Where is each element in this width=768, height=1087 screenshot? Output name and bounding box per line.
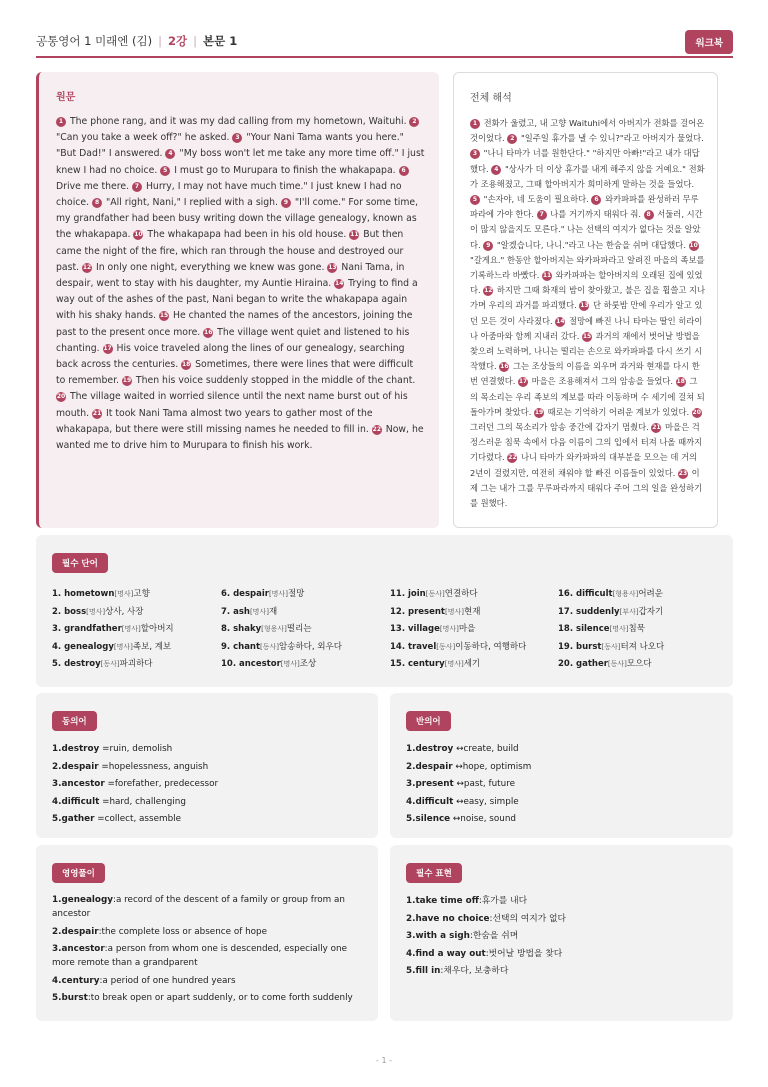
- sentence-number-badge: 9: [483, 241, 493, 251]
- vocab-item: [558, 586, 723, 604]
- vocab-item: [52, 604, 217, 622]
- sentence-number-badge: 4: [491, 165, 501, 175]
- vocab-word: 10. ancestor: [221, 659, 281, 669]
- definitions-card: [36, 845, 378, 1021]
- vocab-meaning: 떨리는: [286, 624, 312, 634]
- expression-item: [406, 893, 721, 911]
- sentence-number-badge: 17: [103, 344, 112, 352]
- sentence-text: 하지만 그때 화재의 밤이 찾아왔고, 불은 집을 휩쓸고 지나가며 우리의 과거를 파괴했다.: [470, 285, 706, 311]
- expression-item-word: 3.with a sigh: [406, 931, 470, 942]
- expression-item-text: :선택의 여지가 없다: [489, 913, 567, 924]
- vocab-word: 9. chant: [221, 641, 261, 652]
- sentence-text: In only one night, everything we knew was gone.: [93, 261, 328, 273]
- antonym-item: [406, 759, 721, 777]
- vocab-meaning: 할아버지: [140, 624, 174, 634]
- vocab-meaning: 세기: [463, 659, 481, 669]
- sentence-text: The village went quiet and listened to his chanting.: [56, 326, 410, 354]
- sentence-text: 마을은 걱정스러운 침묵 속에서 다음 이름이 그의 입에서 터져 나올 때까지 기다렸다.: [470, 422, 703, 463]
- sentence-number-badge: 12: [484, 287, 493, 295]
- vocab-item: [52, 586, 217, 604]
- synonym-item-word: 4.difficult: [52, 796, 100, 807]
- sentence-number-badge: 6: [591, 195, 601, 205]
- sentence-number-badge: 14: [556, 317, 565, 325]
- sentence-text: 단 하룻밤 만에 우리가 알고 있던 모든 것이 사라졌다.: [470, 300, 703, 326]
- vocab-item: [221, 586, 386, 604]
- vocab-word: 16. difficult: [558, 589, 613, 599]
- vocab-pos: [명사]: [445, 607, 464, 616]
- sentence-text: The village waited in worried silence until the next name burst out of his mouth.: [56, 391, 408, 419]
- antonym-item-word: 2.despair: [406, 761, 453, 772]
- sentence-number-badge: 19: [122, 377, 132, 385]
- synonym-item: [52, 794, 366, 812]
- sentence-number-badge: 18: [676, 378, 685, 386]
- sentence-text: 때로는 기억하기 어려운 계보가 있었다.: [545, 406, 692, 417]
- sentence-number-badge: 1: [56, 117, 66, 127]
- vocab-pos: [명사]: [114, 590, 134, 598]
- synonyms-list: [52, 741, 366, 829]
- sentence-number-badge: 13: [328, 263, 337, 271]
- vocab-pos: [동사]: [607, 660, 627, 668]
- vocab-meaning: 조상: [299, 659, 317, 669]
- vocab-item: [221, 621, 386, 639]
- synonym-item-word: 1.destroy: [52, 744, 100, 754]
- vocab-meaning: 갑자기: [638, 606, 664, 617]
- vocab-word: 15. century: [390, 659, 445, 669]
- definition-item: [52, 991, 366, 1005]
- sentence-number-badge: 10: [134, 231, 143, 239]
- definition-item: [52, 925, 366, 939]
- vocab-column: [558, 586, 723, 674]
- sentence-number-badge: 17: [518, 378, 528, 386]
- expression-item-text: :벗어날 방법을 찾다: [485, 948, 563, 959]
- sentence-text: "I'll come." For some time, my grandfather had been busy writing down the village genealogy, known as the whakapapa.: [56, 197, 419, 241]
- sentence-text: It took Nani Tama almost two years to gather most of the whakapapa, but there were still missing names he needed to fill in.: [56, 407, 373, 435]
- expression-item-text: :휴가를 내다: [478, 896, 528, 906]
- definition-item-word: 2.despair: [52, 926, 99, 937]
- sentence-text: "나니 타마가 너를 원한단다." "하지만 아빠!"라고 내가 대답했다.: [470, 148, 700, 174]
- sentence-number-badge: 13: [580, 302, 589, 310]
- vocab-meaning: 족보, 계보: [132, 641, 172, 652]
- sentence-text: 절망에 빠진 나니 타마는 딸인 히라이나 아줌마와 함께 지내러 갔다.: [470, 315, 703, 341]
- vocab-pos: [명사]: [113, 642, 133, 651]
- sentence-number-badge: 15: [582, 332, 592, 340]
- synonym-item-text: =ruin, demolish: [99, 744, 173, 754]
- vocab-pos: [명사]: [280, 660, 300, 668]
- sentence-text: 그러던 그의 목소리가 암송 중간에 갑자기 멈췄다.: [470, 422, 652, 433]
- sentence-text: "All right, Nani," I replied with a sigh.: [103, 197, 281, 209]
- vocab-meaning: 마을: [458, 624, 476, 634]
- sentence-number-badge: 22: [372, 425, 381, 433]
- definition-item: [52, 974, 366, 988]
- definition-item: [52, 942, 366, 970]
- antonym-item-word: 3.present: [406, 779, 454, 790]
- vocab-pos: [명사]: [121, 625, 141, 633]
- vocab-meaning: 절망: [287, 589, 305, 599]
- sentence-number-badge: 16: [204, 328, 213, 336]
- vocab-pos: [명사]: [609, 625, 629, 633]
- antonym-item-word: 4.difficult: [406, 796, 454, 807]
- expression-item-text: :채우다, 보충하다: [440, 966, 509, 977]
- synonyms-title: 동의어: [52, 711, 97, 731]
- sentence-text: "일주일 휴가를 낼 수 있니?"라고 아버지가 물었다.: [518, 133, 704, 144]
- expressions-list: [406, 893, 721, 981]
- sentence-text: Then his voice suddenly stopped in the middle of the chant.: [132, 375, 416, 387]
- sentence-number-badge: 3: [232, 133, 242, 143]
- sentence-text: "상사가 더 이상 휴가를 내게 해주지 않을 거예요." 전화가 조용해졌고, 그때 할아버지가 희미하게 말하는 것을 들었다.: [470, 163, 705, 189]
- vocab-pos: [명사]: [86, 607, 106, 616]
- vocab-item: [221, 604, 386, 622]
- sentence-number-badge: 10: [689, 241, 698, 249]
- sentence-number-badge: 15: [159, 312, 169, 320]
- expression-item: [406, 946, 721, 964]
- sentence-number-badge: 20: [692, 408, 701, 416]
- vocab-meaning: 침묵: [628, 624, 645, 634]
- sentence-text: 서둘러, 시간이 많지 않을지도 모른다." 나는 선택의 여지가 없다는 것을 알았다.: [470, 209, 703, 250]
- sentence-number-badge: 6: [399, 166, 409, 176]
- antonym-item: [406, 741, 721, 759]
- sentence-number-badge: 3: [470, 149, 480, 159]
- sentence-number-badge: 23: [678, 469, 688, 477]
- sentence-number-badge: 20: [56, 393, 66, 401]
- section-label: 본문 1: [203, 34, 238, 48]
- antonym-item-text: ↔past, future: [453, 779, 516, 790]
- sentence-text: Trying to find a way out of the ashes of the past, Nani began to write the whakapapa again with his shaky hands.: [56, 278, 418, 322]
- sentence-number-badge: 11: [542, 272, 552, 280]
- vocab-word: 3. grandfather: [52, 624, 122, 634]
- synonym-item: [52, 759, 366, 777]
- original-title: 원문: [56, 92, 76, 103]
- vocab-word: 12. present: [390, 606, 445, 617]
- definition-item-text: :a period of one hundred years: [99, 975, 236, 986]
- definition-item-word: 5.burst: [52, 993, 88, 1004]
- vocab-meaning: 모으다: [626, 659, 652, 669]
- antonym-item-text: ↔noise, sound: [450, 814, 516, 825]
- vocab-item: [390, 656, 555, 674]
- sentence-text: 나니 타마가 와카파파의 대부분을 모으는 데 거의 2년이 걸렸지만, 여전히 채워야 할 빠진 이름들이 있었다.: [470, 452, 698, 478]
- expression-item-text: :한숨을 쉬며: [469, 931, 519, 942]
- antonym-item-word: 1.destroy: [406, 744, 454, 754]
- sentence-number-badge: 8: [92, 198, 102, 208]
- vocab-item: [52, 656, 217, 674]
- workbook-button[interactable]: 워크북: [685, 30, 733, 54]
- synonym-item-word: 5.gather: [52, 814, 95, 825]
- sentence-text: Nani Tama, in despair, went to stay with his daughter, my Auntie Hiraina.: [56, 261, 405, 290]
- synonym-item: [52, 741, 366, 759]
- sentence-text: 이제 그는 내가 그를 무루파라까지 태워다 주어 그의 일을 완성하기를 원했다.: [470, 467, 703, 509]
- vocab-word: 11. join: [390, 589, 426, 599]
- sentence-text: 전화가 울렸고, 내 고향 Waituhi에서 아버지가 전화를 걸어온 것이었다.: [470, 118, 705, 144]
- sentence-text: 와카파파를 완성하러 무루파라에 가야 한다.: [470, 194, 699, 220]
- synonyms-card: [36, 693, 378, 838]
- vocab-word: 5. destroy: [52, 659, 101, 669]
- expressions-title: 필수 표현: [406, 863, 462, 883]
- vocab-pos: [부사]: [619, 607, 639, 616]
- sentence-number-badge: 2: [507, 134, 517, 144]
- sentence-number-badge: 11: [350, 231, 359, 239]
- vocab-word: 20. gather: [558, 659, 608, 669]
- header-separator: |: [193, 34, 198, 48]
- sentence-number-badge: 21: [92, 409, 102, 417]
- expression-item: [406, 911, 721, 929]
- vocab-title: 필수 단어: [52, 553, 108, 573]
- sentence-number-badge: 19: [534, 408, 544, 416]
- sentence-number-badge: 12: [82, 263, 92, 271]
- vocab-meaning: 암송하다, 외우다: [279, 641, 342, 652]
- expression-item-word: 1.take time off: [406, 896, 479, 906]
- vocab-item: [52, 621, 217, 639]
- vocab-meaning: 재: [268, 606, 278, 617]
- translation-panel: [453, 72, 718, 528]
- synonym-item-word: 2.despair: [52, 761, 99, 772]
- definition-item: [52, 893, 366, 921]
- sentence-text: 마을은 조용해져서 그의 암송을 들었다.: [529, 376, 676, 387]
- sentence-text: His voice traveled along the lines of our genealogy, searching back across the centuries.: [56, 342, 405, 371]
- antonym-item-text: ↔hope, optimism: [452, 761, 532, 772]
- sentence-text: The phone rang, and it was my dad calling from my hometown, Waituhi.: [67, 116, 410, 127]
- vocab-word: 6. despair: [221, 589, 269, 599]
- sentence-number-badge: 9: [281, 198, 291, 208]
- lesson-label: 2강: [168, 34, 188, 48]
- synonym-item-text: =collect, assemble: [94, 814, 182, 825]
- sentence-text: "손자야, 네 도움이 필요하다.: [481, 194, 592, 205]
- sentence-number-badge: 7: [132, 182, 142, 192]
- synonym-item-text: =hopelessness, anguish: [98, 761, 209, 772]
- sentence-text: The whakapapa had been in his old house.: [144, 229, 350, 241]
- sentence-number-badge: 7: [537, 210, 547, 220]
- sentence-number-badge: 16: [500, 363, 509, 371]
- definitions-title: 영영풀이: [52, 863, 105, 883]
- sentence-text: I must go to Murupara to finish the whakapapa.: [171, 164, 399, 176]
- vocab-word: 4. genealogy: [52, 641, 114, 652]
- antonyms-list: [406, 741, 721, 829]
- vocab-meaning: 파괴하다: [119, 659, 153, 669]
- vocab-pos: [형용사]: [261, 625, 287, 633]
- vocab-pos: [동사]: [425, 590, 445, 598]
- expressions-card: [390, 845, 733, 1021]
- antonym-item-text: ↔easy, simple: [453, 796, 519, 807]
- vocab-item: [390, 586, 555, 604]
- expression-item-word: 5.fill in: [406, 966, 441, 977]
- sentence-number-badge: 1: [470, 119, 480, 129]
- definition-item-text: :a record of the descent of a family or group from an ancestor: [52, 895, 345, 919]
- definition-item-word: 3.ancestor: [52, 944, 105, 955]
- vocab-pos: [명사]: [268, 590, 288, 598]
- vocab-column: [221, 586, 386, 674]
- vocab-item: [558, 604, 723, 622]
- sentence-text: "갈게요." 한동안 할아버지는 와카파파라고 알려진 마을의 족보를 기록하느라 바빴다.: [470, 254, 705, 281]
- expression-item-word: 2.have no choice: [406, 913, 490, 924]
- expression-item: [406, 963, 721, 981]
- vocab-item: [558, 639, 723, 657]
- book-title: 공통영어 1 미래엔 (김): [36, 34, 153, 48]
- vocab-word: 14. travel: [390, 641, 437, 652]
- vocab-column: [52, 586, 217, 674]
- sentence-text: Drive me there.: [56, 180, 132, 192]
- definition-item-word: 1.genealogy: [52, 895, 113, 905]
- sentence-text: Now, he wanted me to drive him to Murupara to finish his work.: [56, 423, 424, 452]
- vocab-item: [390, 621, 555, 639]
- sentence-number-badge: 2: [409, 117, 419, 127]
- vocab-item: [390, 604, 555, 622]
- original-text-panel: [36, 72, 439, 528]
- vocab-pos: [명사]: [444, 660, 464, 668]
- vocab-meaning: 고향: [133, 589, 150, 599]
- vocab-pos: [동사]: [260, 642, 280, 651]
- sentence-text: Sometimes, there were lines that were difficult to remember.: [56, 359, 414, 387]
- vocab-meaning: 이동하다, 여행하다: [455, 641, 527, 652]
- header-separator: |: [158, 34, 163, 48]
- sentence-number-badge: 5: [160, 166, 170, 176]
- header-divider: [36, 56, 733, 58]
- definition-item-text: :a person from whom one is descended, especially one more remote than a grandparent: [52, 944, 348, 969]
- definition-item-text: :to break open or apart suddenly, or to come forth suddenly: [87, 993, 353, 1004]
- sentence-text: "알겠습니다, 나니."라고 나는 한숨을 쉬며 대답했다.: [494, 239, 689, 250]
- definition-item-word: 4.century: [52, 975, 100, 986]
- antonyms-card: [390, 693, 733, 838]
- vocab-word: 18. silence: [558, 624, 610, 634]
- vocab-item: [221, 656, 386, 674]
- vocab-word: 19. burst: [558, 641, 602, 652]
- sentence-number-badge: 5: [470, 195, 480, 205]
- sentence-text: Hurry, I may not have much time." I just knew I had no choice.: [56, 180, 402, 209]
- vocab-pos: [동사]: [100, 660, 120, 668]
- vocab-item: [390, 639, 555, 657]
- vocab-item: [221, 639, 386, 657]
- vocab-meaning: 상사, 사장: [105, 606, 144, 617]
- sentence-text: 나를 거기까지 태워다 줘.: [547, 209, 644, 220]
- antonym-item: [406, 811, 721, 829]
- synonym-item-text: =hard, challenging: [99, 796, 186, 807]
- antonym-item-word: 5.silence: [406, 814, 451, 825]
- sentence-text: "Your Nani Tama wants you here." "But Dad!" I answered.: [56, 132, 404, 160]
- sentence-number-badge: 21: [652, 424, 661, 432]
- antonym-item: [406, 776, 721, 794]
- sentence-text: He chanted the names of the ancestors, joining the past to the present once more.: [56, 310, 413, 338]
- expression-item-word: 4.find a way out: [406, 948, 486, 959]
- vocab-word: 2. boss: [52, 606, 87, 617]
- sentence-text: 와카파파는 할아버지의 오래된 집에 있었다.: [470, 270, 703, 296]
- vocab-meaning: 어려운: [638, 589, 663, 599]
- sentence-number-badge: 14: [335, 280, 344, 288]
- sentence-text: "Can you take a week off?" he asked.: [56, 132, 233, 144]
- vocab-pos: [동사]: [436, 642, 456, 651]
- sentence-text: 과거의 재에서 벗어날 방법을 찾으려 노력하며, 나니는 떨리는 손으로 와카파파를 다시 쓰기 시작했다.: [470, 330, 703, 372]
- vocab-meaning: 현재: [464, 606, 481, 617]
- translation-title: 전체 해석: [470, 93, 512, 104]
- vocab-meaning: 연결하다: [444, 589, 478, 599]
- vocab-word: 8. shaky: [221, 624, 262, 634]
- vocab-item: [558, 621, 723, 639]
- header-breadcrumb: [36, 33, 237, 49]
- synonym-item: [52, 776, 366, 794]
- vocab-column: [390, 586, 555, 674]
- page-header: [36, 30, 733, 56]
- vocab-pos: [형용사]: [612, 590, 639, 598]
- synonym-item-text: =forefather, predecessor: [104, 779, 219, 790]
- sentence-number-badge: 8: [644, 210, 654, 220]
- sentence-text: 그는 조상들의 이름을 외우며 과거와 현재를 다시 한번 연결했다.: [470, 361, 700, 387]
- translation-passage: [470, 116, 705, 511]
- synonym-item-word: 3.ancestor: [52, 779, 105, 790]
- vocab-pos: [동사]: [601, 642, 621, 651]
- vocab-pos: [명사]: [439, 625, 459, 633]
- definitions-list: [52, 893, 366, 1009]
- sentence-number-badge: 4: [165, 149, 175, 159]
- sentence-number-badge: 18: [181, 361, 191, 369]
- vocab-item: [558, 656, 723, 674]
- vocab-word: 17. suddenly: [558, 606, 620, 617]
- sentence-text: "My boss won't let me take any more time off." I just knew I had no choice.: [56, 148, 425, 176]
- expression-item: [406, 928, 721, 946]
- antonym-item: [406, 794, 721, 812]
- sentence-text: But then came the night of the fire, which ran through the house and destroyed our past.: [56, 229, 404, 273]
- synonym-item: [52, 811, 366, 829]
- page-number: - 1 -: [376, 1056, 392, 1065]
- antonyms-title: 반의어: [406, 711, 451, 731]
- vocab-card: [36, 535, 733, 687]
- vocab-pos: [명사]: [249, 607, 269, 616]
- original-passage: [56, 114, 425, 454]
- vocab-word: 7. ash: [221, 606, 250, 617]
- vocab-item: [52, 639, 217, 657]
- vocab-meaning: 터져 나오다: [620, 641, 665, 652]
- antonym-item-text: ↔create, build: [453, 744, 519, 754]
- definition-item-text: :the complete loss or absence of hope: [98, 926, 268, 937]
- vocab-word: 13. village: [390, 624, 440, 634]
- sentence-text: 그의 목소리는 우리 족보의 계보를 따라 이동하며 수 세기에 걸쳐 되돌아가며 찾았다.: [470, 376, 705, 417]
- sentence-number-badge: 22: [508, 454, 517, 462]
- vocab-word: 1. hometown: [52, 589, 115, 599]
